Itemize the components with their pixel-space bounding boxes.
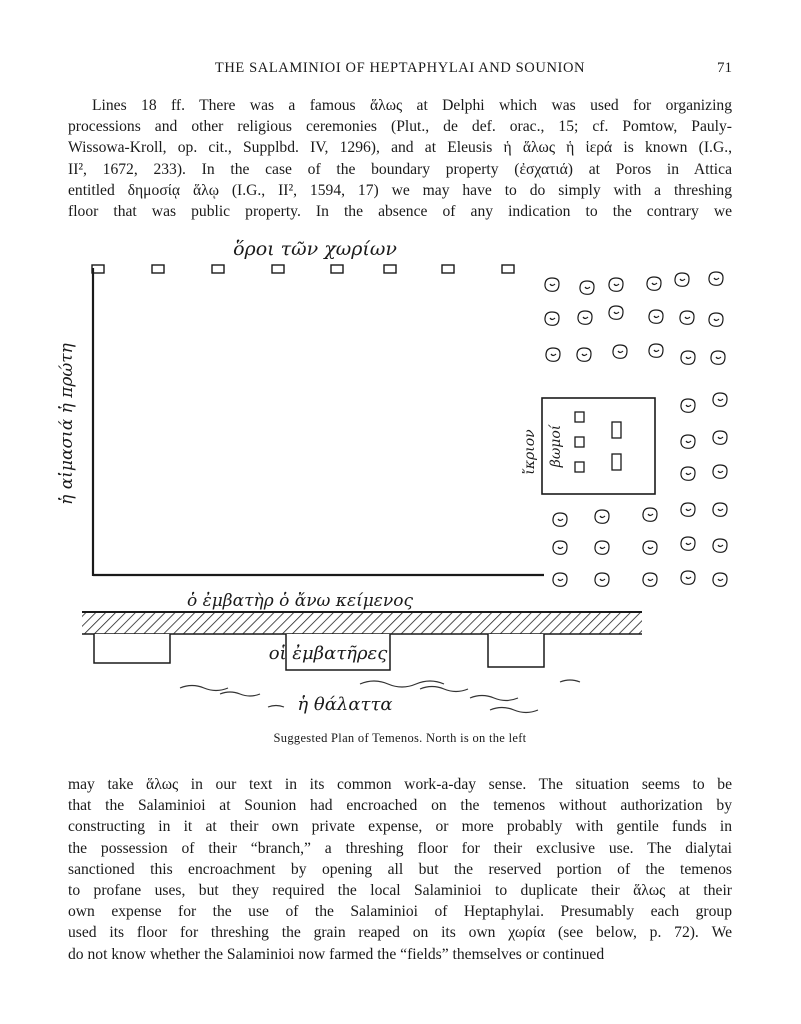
tree-icon	[647, 277, 661, 290]
tree-icon	[545, 312, 559, 325]
text-line: used its floor for threshing the grain reaped on its own χωρία (see below, p. 72). We	[68, 924, 732, 942]
tree-icon	[553, 573, 567, 586]
tree-icon	[709, 272, 723, 285]
altars	[575, 412, 621, 472]
tree-icon	[681, 537, 695, 550]
tree-icon	[613, 345, 627, 358]
tree-icon	[595, 541, 609, 554]
tree-icon	[643, 573, 657, 586]
running-head: THE SALAMINIOI OF HEPTAPHYLAI AND SOUNION	[214, 60, 586, 76]
tree-icon	[681, 351, 695, 364]
text-line: floor that was public property. In the absence of any indication to the contrary we	[68, 203, 732, 221]
page-number: 71	[717, 60, 732, 76]
tree-icon	[553, 513, 567, 526]
label-horoi: ὅροι τῶν χωρίων	[233, 238, 397, 260]
tree-icon	[578, 311, 592, 324]
tree-icon	[681, 435, 695, 448]
tree-icon	[595, 510, 609, 523]
paragraph-1	[68, 95, 732, 222]
text-line: do not know whether the Salaminioi now farmed the “fields” themselves or continued	[68, 945, 605, 963]
text-line: the possession of their “branch,” a threshing floor for their exclusive use. The dialytai	[68, 839, 732, 857]
text-line: constructing in it at their own private expense, or more probably with gentile funds in	[68, 818, 732, 836]
tree-icon	[649, 344, 663, 357]
tree-icon	[545, 278, 559, 291]
label-embater-ano: ὁ ἐμβατὴρ ὁ ἄνω κείμενος	[186, 591, 414, 611]
figure-caption: Suggested Plan of Temenos. North is on the left	[273, 731, 527, 745]
tree-icon	[546, 348, 560, 361]
text-line: processions and other religious ceremonies (Plut., de def. orac., 15; cf. Pomtow, Pauly-	[68, 118, 732, 136]
tree-icon	[681, 571, 695, 584]
text-line: Wissowa-Kroll, op. cit., Supplbd. IV, 1296), and at Eleusis ἡ ἅλως ἡ ἱερά is known (I.G.,	[68, 139, 732, 157]
tree-icon	[580, 281, 594, 294]
text-line: own expense for the use of the Salaminioi of Heptaphylai. Presumably each group	[68, 903, 732, 921]
temenos-plan-figure	[57, 232, 750, 732]
label-thalatta: ἡ θάλαττα	[297, 694, 393, 715]
tree-icon	[649, 310, 663, 323]
tree-icon	[643, 541, 657, 554]
tree-icon	[609, 306, 623, 319]
tree-icon	[675, 273, 689, 286]
hatched-wall	[82, 612, 642, 634]
tree-icon	[713, 503, 727, 516]
text-line: sanctioned this encroachment by opening all but the reserved portion of the temenos	[68, 860, 732, 878]
tree-icon	[681, 503, 695, 516]
tree-icon	[553, 541, 567, 554]
tree-icon	[609, 278, 623, 291]
boundary-stones	[92, 265, 514, 273]
text-line: II², 1672, 233). In the case of the boundary property (ἐσχατιά) at Poros in Attica	[68, 160, 732, 178]
label-ikrion: ἴκριον	[522, 429, 538, 475]
tree-icon	[595, 573, 609, 586]
tree-icon	[577, 348, 591, 361]
tree-icon	[713, 431, 727, 444]
tree-icon	[713, 393, 727, 406]
trees	[545, 272, 727, 586]
tree-icon	[713, 539, 727, 552]
tree-icon	[643, 508, 657, 521]
paragraph-2	[68, 774, 732, 965]
text-line: entitled δημοσίᾳ ἅλῳ (I.G., II², 1594, 17) we may have to do simply with a threshing	[68, 181, 732, 199]
tree-icon	[713, 465, 727, 478]
tree-icon	[709, 313, 723, 326]
text-line: to profane uses, but they required the local Salaminioi to duplicate their ἅλως at their	[68, 882, 732, 900]
label-embateres: οἱ ἐμβατῆρες	[268, 643, 388, 664]
tree-icon	[681, 467, 695, 480]
text-line: that the Salaminioi at Sounion had encroached on the temenos without authorization by	[68, 797, 732, 815]
tree-icon	[681, 399, 695, 412]
page-header	[68, 60, 732, 84]
label-aimasia: ἡ αἱμασιά ἡ πρώτη	[57, 343, 77, 505]
label-bomoi: βωμοί	[548, 424, 564, 468]
tree-icon	[711, 351, 725, 364]
text-line: may take ἅλως in our text in its common work-a-day sense. The situation seems to be	[68, 776, 732, 793]
tree-icon	[713, 573, 727, 586]
tree-icon	[680, 311, 694, 324]
text-line: Lines 18 ff. There was a famous ἅλως at Delphi which was used for organizing	[92, 97, 732, 114]
